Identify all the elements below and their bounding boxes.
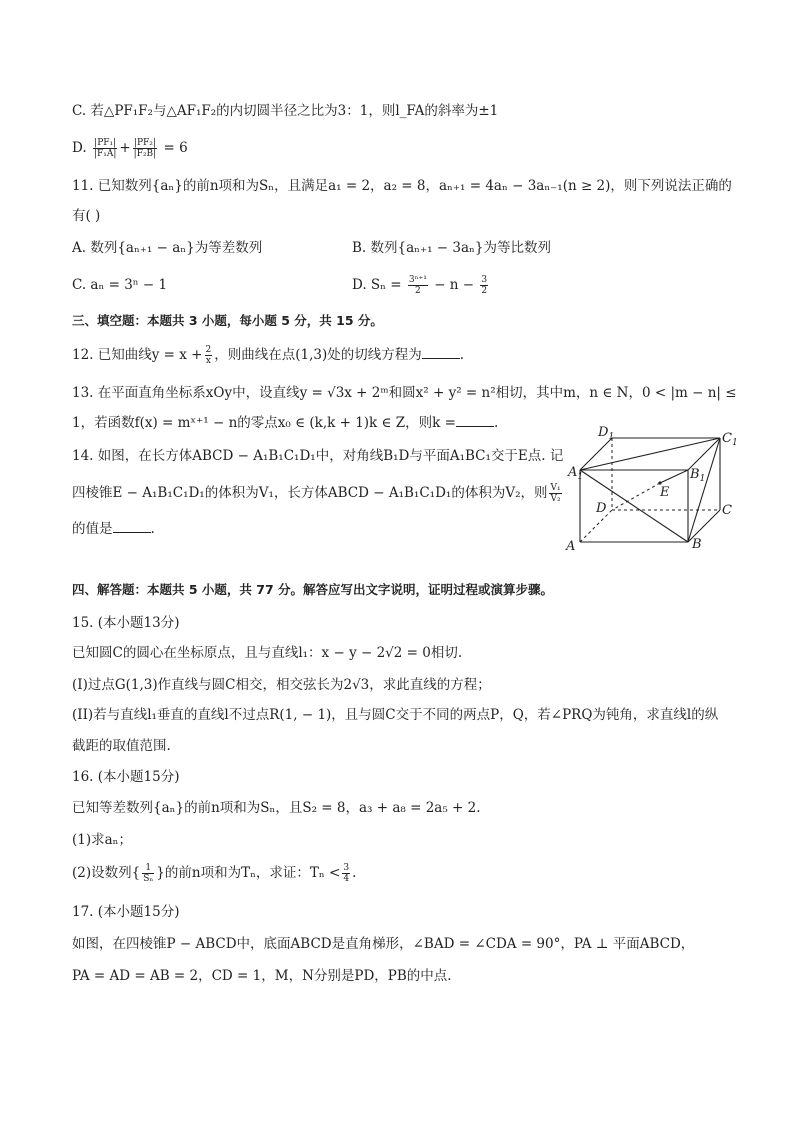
q15-header: 15. (本小题13分) (72, 615, 180, 631)
q15-part2-line2: 截距的取值范围. (72, 738, 171, 754)
q16-header: 16. (本小题15分) (72, 769, 180, 785)
section-3-title: 三、填空题：本题共 3 小题，每小题 5 分，共 15 分。 (72, 313, 383, 328)
q12: 12. 已知曲线y = x + $\frac{2}{x}$ ，则曲线在点(1,3)处的切线方程为 . (72, 345, 465, 366)
q15-line1: 已知圆C的圆心在坐标原点，且与直线l₁：x − y − 2√2 = 0相切. (72, 645, 463, 661)
q13-line1: 13. 在平面直角坐标系xOy中，设直线y = √3x + 2ᵐ和圆x² + y² = n²相切，其中m，n ∈ N，0 < |m − n| ≤ (72, 385, 737, 401)
q14-line1: 14. 如图，在长方体ABCD − A₁B₁C₁D₁中，对角线B₁D与平面A₁BC₁交于E点. 记 (72, 448, 564, 464)
q17-line2: PA = AD = AB = 2，CD = 1，M，N分别是PD，PB的中点. (72, 968, 452, 984)
q10-option-d-suffix: = 6 (163, 140, 188, 156)
label-C: C (722, 503, 732, 518)
q17-header: 17. (本小题15分) (72, 904, 180, 920)
q10-option-c: C. 若△PF₁F₂与△AF₁F₂的内切圆半径之比为3：1，则l_FA的斜率为±1 (72, 103, 499, 119)
label-A1: $A_1$ (568, 465, 584, 482)
q15-part2-line1: (II)若与直线l₁垂直的直线l不过点R(1, − 1)，且与圆C交于不同的两点P，Q，若∠PRQ为钝角，求直线l的纵 (72, 707, 719, 723)
q10-option-d-frac1: $\frac{\text{|PF₁|}}{\text{|F₁A|}}$ (93, 138, 117, 159)
label-E: E (660, 485, 670, 500)
label-D1: $D_1$ (598, 425, 615, 442)
q11-option-b: B. 数列{aₙ₊₁ − 3aₙ}为等比数列 (352, 240, 551, 256)
label-C1: $C_1$ (722, 431, 738, 448)
label-B: B (692, 537, 702, 552)
label-A: A (566, 539, 576, 554)
q16-line1: 已知等差数列{aₙ}的前n项和为Sₙ，且S₂ = 8，a₃ + a₈ = 2a₅ + 2. (72, 800, 481, 816)
q11-option-d: D. Sₙ = $\frac{\text{3ⁿ⁺¹}}{2}$ − n − $\frac{3}{2}$ (352, 275, 488, 296)
q14-line3: 的值是 . (72, 521, 155, 537)
q12-answer-blank (422, 346, 460, 359)
q14-line2: 四棱锥E − A₁B₁C₁D₁的体积为V₁，长方体ABCD − A₁B₁C₁D₁的体积为V₂，则 $\frac{\text{V₁}}{\text{V₂}}$ (72, 483, 561, 504)
q10-option-d: D. $\frac{\text{|PF₁|}}{\text{|F₁A|}}$ + $\frac{\text{|PF₂|}}{\text{|F₂B|}}$ = 6 (72, 138, 188, 159)
q10-option-d-frac2: $\frac{\text{|PF₂|}}{\text{|F₂B|}}$ (133, 138, 157, 159)
q13-answer-blank (456, 414, 494, 427)
q13-line2: 1，若函数f(x) = mˣ⁺¹ − n的零点x₀ ∈ (k,k + 1)k ∈ Z，则k = . (72, 415, 499, 431)
q14-answer-blank (113, 520, 151, 533)
q11-stem-line1: 11. 已知数列{aₙ}的前n项和为Sₙ，且满足a₁ = 2，a₂ = 8，aₙ₊₁ = 4aₙ − 3aₙ₋₁(n ≥ 2)，则下列说法正确的 (72, 178, 732, 194)
q10-option-d-prefix: D. (72, 140, 87, 156)
cuboid-figure (560, 418, 750, 558)
q11-stem-line2: 有( ) (72, 208, 101, 224)
label-D: D (596, 501, 607, 516)
q16-part1: (1)求aₙ； (72, 832, 133, 848)
q11-option-c: C. aₙ = 3ⁿ − 1 (72, 277, 168, 293)
q15-part1: (I)过点G(1,3)作直线与圆C相交，相交弦长为2√3，求此直线的方程； (72, 677, 491, 693)
section-4-title: 四、解答题：本题共 5 小题，共 77 分。解答应写出文字说明，证明过程或演算步骤。 (72, 582, 554, 597)
label-B1: $B_1$ (690, 467, 706, 484)
q16-part2: (2)设数列{ $\frac{1}{\text{Sₙ}}$ }的前n项和为Tₙ，求证：Tₙ < $\frac{3}{4}$ . (72, 863, 357, 884)
q17-line1: 如图，在四棱锥P − ABCD中，底面ABCD是直角梯形，∠BAD = ∠CDA = 90°，PA ⊥ 平面ABCD， (72, 936, 695, 952)
q11-option-a: A. 数列{aₙ₊₁ − aₙ}为等差数列 (72, 240, 263, 256)
